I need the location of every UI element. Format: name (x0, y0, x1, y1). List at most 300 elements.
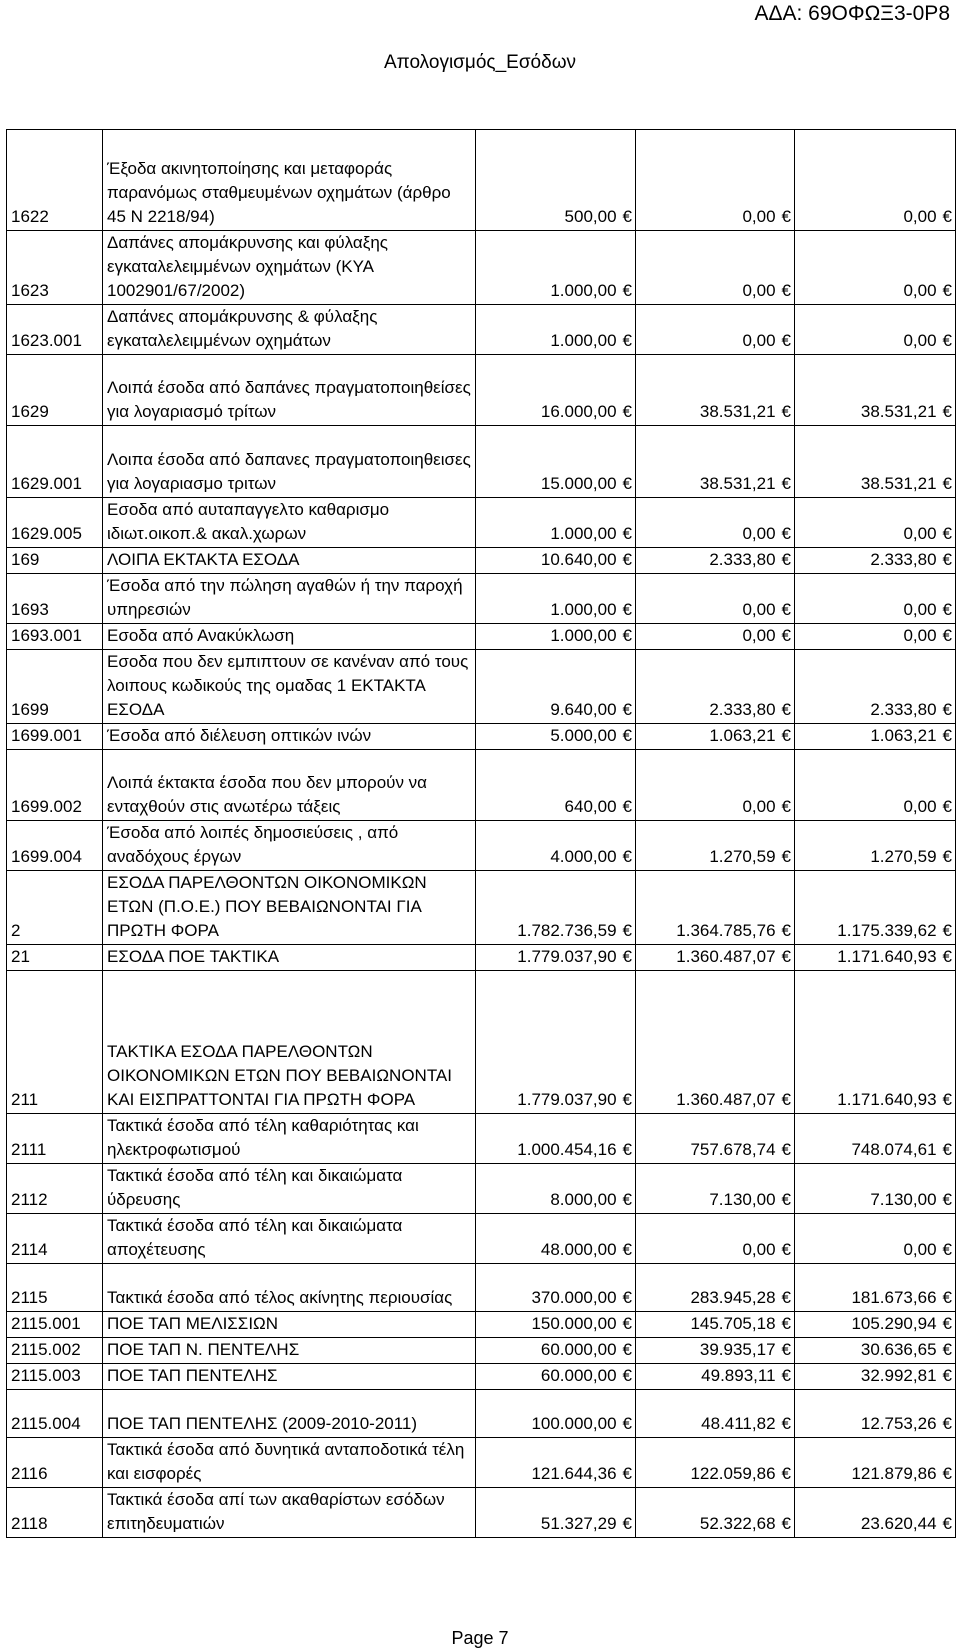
account-description: ΛΟΙΠΑ ΕΚΤΑΚΤΑ ΕΣΟΔΑ (103, 548, 476, 574)
amount-value: 39.935,17 (699, 1340, 776, 1359)
certified-amount (636, 574, 795, 624)
euro-symbol: € (942, 1288, 952, 1307)
amount-value: 757.678,74 (690, 1140, 776, 1159)
account-code: 1623 (7, 231, 103, 305)
revenue-table (6, 129, 956, 1538)
table-row (7, 1114, 956, 1164)
budgeted-amount (476, 1488, 636, 1538)
amount-value: 0,00 (742, 600, 776, 619)
euro-symbol: € (781, 1340, 791, 1359)
account-code: 2116 (7, 1438, 103, 1488)
certified-amount (636, 1114, 795, 1164)
euro-symbol: € (622, 947, 632, 966)
certified-amount (636, 1390, 795, 1438)
amount-value: 52.322,68 (699, 1514, 776, 1533)
euro-symbol: € (781, 600, 791, 619)
amount-value: 16.000,00 (540, 402, 617, 421)
account-description: Τακτικά έσοδα απί των ακαθαρίστων εσόδων επιτηδευματιών (103, 1488, 476, 1538)
account-code: 211 (7, 971, 103, 1114)
account-code: 2112 (7, 1164, 103, 1214)
euro-symbol: € (622, 402, 632, 421)
amount-value: 48.000,00 (540, 1240, 617, 1259)
budgeted-amount (476, 1364, 636, 1390)
amount-value: 1.782.736,59 (517, 921, 617, 940)
amount-value: 0,00 (903, 600, 937, 619)
account-code: 21 (7, 945, 103, 971)
amount-value: 1.779.037,90 (517, 1090, 617, 1109)
table-row (7, 231, 956, 305)
account-code: 1629.005 (7, 498, 103, 548)
euro-symbol: € (942, 1340, 952, 1359)
ada-reference: ΑΔΑ: 69ΟΦΩΞ3-0Ρ8 (754, 2, 950, 25)
account-description: Δαπάνες απομάκρυνσης και φύλαξης εγκαταλελειμμένων οχημάτων (ΚΥΑ 1002901/67/2002) (103, 231, 476, 305)
amount-value: 1.175.339,62 (837, 921, 937, 940)
table-row (7, 871, 956, 945)
amount-value: 23.620,44 (860, 1514, 937, 1533)
account-description: Έξοδα ακινητοποίησης και μεταφοράς παρανόμως σταθμευμένων οχημάτων (άρθρο 45 Ν 2218/94) (103, 130, 476, 231)
account-description: Έσοδα από διέλευση οπτικών ινών (103, 724, 476, 750)
account-description: ΠΟΕ ΤΑΠ ΠΕΝΤΕΛΗΣ (103, 1364, 476, 1390)
table-row (7, 130, 956, 231)
table-row (7, 624, 956, 650)
account-code: 1622 (7, 130, 103, 231)
amount-value: 32.992,81 (860, 1366, 937, 1385)
amount-value: 1.171.640,93 (837, 947, 937, 966)
collected-amount (795, 231, 956, 305)
table-row (7, 1264, 956, 1312)
account-description: ΠΟΕ ΤΑΠ Ν. ΠΕΝΤΕΛΗΣ (103, 1338, 476, 1364)
amount-value: 38.531,21 (860, 474, 937, 493)
euro-symbol: € (622, 1414, 632, 1433)
account-description: Τακτικά έσοδα από δυνητικά ανταποδοτικά τέλη και εισφορές (103, 1438, 476, 1488)
account-code: 2118 (7, 1488, 103, 1538)
euro-symbol: € (781, 1514, 791, 1533)
sheet-title: Απολογισμός_Εσόδων (383, 52, 577, 73)
amount-value: 0,00 (903, 524, 937, 543)
euro-symbol: € (781, 524, 791, 543)
amount-value: 500,00 (564, 207, 617, 226)
revenue-table-body (7, 130, 956, 1538)
certified-amount (636, 821, 795, 871)
euro-symbol: € (622, 1288, 632, 1307)
account-description: Τακτικά έσοδα από τέλη και δικαιώματα αποχέτευσης (103, 1214, 476, 1264)
table-row (7, 1164, 956, 1214)
amount-value: 0,00 (903, 331, 937, 350)
euro-symbol: € (942, 207, 952, 226)
amount-value: 4.000,00 (550, 847, 617, 866)
euro-symbol: € (781, 1464, 791, 1483)
collected-amount (795, 1164, 956, 1214)
amount-value: 1.000,00 (550, 626, 617, 645)
euro-symbol: € (942, 921, 952, 940)
collected-amount (795, 548, 956, 574)
amount-value: 1.360.487,07 (676, 947, 776, 966)
account-code: 1693 (7, 574, 103, 624)
account-description: Έσοδα από την πώληση αγαθών ή την παροχή υπηρεσιών (103, 574, 476, 624)
amount-value: 145.705,18 (690, 1314, 776, 1333)
amount-value: 640,00 (564, 797, 617, 816)
account-code: 1629 (7, 355, 103, 426)
amount-value: 1.000.454,16 (517, 1140, 617, 1159)
euro-symbol: € (622, 847, 632, 866)
euro-symbol: € (622, 1314, 632, 1333)
amount-value: 0,00 (903, 207, 937, 226)
budgeted-amount (476, 1338, 636, 1364)
amount-value: 1.000,00 (550, 600, 617, 619)
table-row (7, 1390, 956, 1438)
amount-value: 370.000,00 (531, 1288, 617, 1307)
amount-value: 9.640,00 (550, 700, 617, 719)
table-row (7, 650, 956, 724)
account-code: 1699 (7, 650, 103, 724)
amount-value: 1.360.487,07 (676, 1090, 776, 1109)
account-description: Δαπάνες απομάκρυνσης & φύλαξης εγκαταλελειμμένων οχημάτων (103, 305, 476, 355)
certified-amount (636, 750, 795, 821)
amount-value: 38.531,21 (860, 402, 937, 421)
collected-amount (795, 1390, 956, 1438)
certified-amount (636, 1438, 795, 1488)
account-description: ΕΣΟΔΑ ΠΟΕ ΤΑΚΤΙΚΑ (103, 945, 476, 971)
amount-value: 5.000,00 (550, 726, 617, 745)
table-row (7, 1338, 956, 1364)
account-description: Τακτικά έσοδα από τέλος ακίνητης περιουσίας (103, 1264, 476, 1312)
certified-amount (636, 1488, 795, 1538)
euro-symbol: € (942, 726, 952, 745)
amount-value: 2.333,80 (870, 550, 937, 569)
budgeted-amount (476, 1214, 636, 1264)
amount-value: 1.063,21 (870, 726, 937, 745)
certified-amount (636, 305, 795, 355)
euro-symbol: € (781, 700, 791, 719)
amount-value: 121.644,36 (531, 1464, 617, 1483)
euro-symbol: € (781, 207, 791, 226)
certified-amount (636, 1312, 795, 1338)
collected-amount (795, 945, 956, 971)
euro-symbol: € (942, 524, 952, 543)
account-code: 2115.003 (7, 1364, 103, 1390)
account-code: 1693.001 (7, 624, 103, 650)
amount-value: 0,00 (903, 281, 937, 300)
amount-value: 0,00 (742, 207, 776, 226)
euro-symbol: € (942, 1240, 952, 1259)
collected-amount (795, 750, 956, 821)
euro-symbol: € (942, 626, 952, 645)
account-description: ΠΟΕ ΤΑΠ ΠΕΝΤΕΛΗΣ (2009-2010-2011) (103, 1390, 476, 1438)
budgeted-amount (476, 1264, 636, 1312)
euro-symbol: € (942, 1090, 952, 1109)
budgeted-amount (476, 1438, 636, 1488)
euro-symbol: € (781, 947, 791, 966)
euro-symbol: € (622, 921, 632, 940)
euro-symbol: € (622, 1366, 632, 1385)
euro-symbol: € (781, 1366, 791, 1385)
amount-value: 1.270,59 (709, 847, 776, 866)
table-row (7, 305, 956, 355)
euro-symbol: € (781, 1314, 791, 1333)
certified-amount (636, 1264, 795, 1312)
budgeted-amount (476, 945, 636, 971)
euro-symbol: € (781, 1190, 791, 1209)
account-description: Εσοδα από Ανακύκλωση (103, 624, 476, 650)
amount-value: 15.000,00 (540, 474, 617, 493)
euro-symbol: € (622, 1514, 632, 1533)
table-row (7, 574, 956, 624)
table-row (7, 355, 956, 426)
collected-amount (795, 624, 956, 650)
amount-value: 2.333,80 (709, 550, 776, 569)
euro-symbol: € (781, 726, 791, 745)
certified-amount (636, 1214, 795, 1264)
collected-amount (795, 971, 956, 1114)
euro-symbol: € (781, 847, 791, 866)
amount-value: 49.893,11 (701, 1366, 776, 1385)
account-code: 1699.001 (7, 724, 103, 750)
collected-amount (795, 1488, 956, 1538)
amount-value: 2.333,80 (709, 700, 776, 719)
euro-symbol: € (622, 726, 632, 745)
table-row (7, 1488, 956, 1538)
budgeted-amount (476, 971, 636, 1114)
euro-symbol: € (942, 797, 952, 816)
budgeted-amount (476, 650, 636, 724)
table-row (7, 426, 956, 498)
certified-amount (636, 1364, 795, 1390)
certified-amount (636, 871, 795, 945)
collected-amount (795, 1312, 956, 1338)
euro-symbol: € (781, 626, 791, 645)
euro-symbol: € (942, 402, 952, 421)
budgeted-amount (476, 231, 636, 305)
certified-amount (636, 426, 795, 498)
account-code: 1623.001 (7, 305, 103, 355)
certified-amount (636, 1164, 795, 1214)
amount-value: 38.531,21 (699, 474, 776, 493)
euro-symbol: € (622, 626, 632, 645)
account-description: Τακτικά έσοδα από τέλη καθαριότητας και ηλεκτροφωτισμού (103, 1114, 476, 1164)
table-row (7, 1214, 956, 1264)
account-description: ΠΟΕ ΤΑΠ ΜΕΛΙΣΣΙΩΝ (103, 1312, 476, 1338)
collected-amount (795, 1114, 956, 1164)
collected-amount (795, 821, 956, 871)
account-description: Τακτικά έσοδα από τέλη και δικαιώματα ύδρευσης (103, 1164, 476, 1214)
table-row (7, 1364, 956, 1390)
amount-value: 1.000,00 (550, 331, 617, 350)
euro-symbol: € (781, 1288, 791, 1307)
amount-value: 181.673,66 (851, 1288, 937, 1307)
euro-symbol: € (781, 921, 791, 940)
euro-symbol: € (781, 474, 791, 493)
budgeted-amount (476, 574, 636, 624)
euro-symbol: € (622, 550, 632, 569)
euro-symbol: € (622, 281, 632, 300)
budgeted-amount (476, 305, 636, 355)
account-code: 2115.004 (7, 1390, 103, 1438)
collected-amount (795, 1438, 956, 1488)
amount-value: 10.640,00 (540, 550, 617, 569)
amount-value: 1.063,21 (709, 726, 776, 745)
euro-symbol: € (781, 1414, 791, 1433)
euro-symbol: € (622, 1340, 632, 1359)
budgeted-amount (476, 724, 636, 750)
collected-amount (795, 650, 956, 724)
amount-value: 30.636,65 (860, 1340, 937, 1359)
account-description: ΕΣΟΔΑ ΠΑΡΕΛΘΟΝΤΩΝ ΟΙΚΟΝΟΜΙΚΩΝ ΕΤΩΝ (Π.Ο.Ε.) ΠΟΥ ΒΕΒΑΙΩΝΟΝΤΑΙ ΓΙΑ ΠΡΩΤΗ ΦΟΡΑ (103, 871, 476, 945)
euro-symbol: € (622, 1240, 632, 1259)
amount-value: 0,00 (742, 331, 776, 350)
euro-symbol: € (622, 1090, 632, 1109)
euro-symbol: € (781, 797, 791, 816)
budgeted-amount (476, 498, 636, 548)
account-description: ΤΑΚΤΙΚΑ ΕΣΟΔΑ ΠΑΡΕΛΘΟΝΤΩΝ ΟΙΚΟΝΟΜΙΚΩΝ ΕΤΩΝ ΠΟΥ ΒΕΒΑΙΩΝΟΝΤΑΙ ΚΑΙ ΕΙΣΠΡΑΤΤΟΝΤΑΙ ΓΙΑ ΠΡΩΤΗ ΦΟΡΑ (103, 971, 476, 1114)
amount-value: 122.059,86 (690, 1464, 776, 1483)
euro-symbol: € (942, 600, 952, 619)
euro-symbol: € (942, 1314, 952, 1333)
collected-amount (795, 574, 956, 624)
certified-amount (636, 945, 795, 971)
certified-amount (636, 548, 795, 574)
collected-amount (795, 1364, 956, 1390)
budgeted-amount (476, 355, 636, 426)
amount-value: 0,00 (742, 797, 776, 816)
amount-value: 60.000,00 (540, 1366, 617, 1385)
certified-amount (636, 724, 795, 750)
euro-symbol: € (942, 1366, 952, 1385)
collected-amount (795, 355, 956, 426)
euro-symbol: € (942, 1190, 952, 1209)
amount-value: 1.171.640,93 (837, 1090, 937, 1109)
amount-value: 105.290,94 (851, 1314, 937, 1333)
certified-amount (636, 624, 795, 650)
account-code: 2114 (7, 1214, 103, 1264)
collected-amount (795, 498, 956, 548)
budgeted-amount (476, 130, 636, 231)
certified-amount (636, 498, 795, 548)
amount-value: 0,00 (903, 626, 937, 645)
amount-value: 51.327,29 (540, 1514, 617, 1533)
euro-symbol: € (781, 331, 791, 350)
amount-value: 1.364.785,76 (676, 921, 776, 940)
euro-symbol: € (622, 1140, 632, 1159)
table-row (7, 971, 956, 1114)
collected-amount (795, 130, 956, 231)
certified-amount (636, 650, 795, 724)
account-description: Εσοδα που δεν εμπιπτουν σε κανέναν από τους λοιπους κωδικούς της ομαδας 1 ΕΚΤΑΚΤΑ ΕΣΟΔΑ (103, 650, 476, 724)
account-code: 169 (7, 548, 103, 574)
euro-symbol: € (622, 524, 632, 543)
amount-value: 1.270,59 (870, 847, 937, 866)
collected-amount (795, 305, 956, 355)
table-row (7, 548, 956, 574)
amount-value: 0,00 (903, 797, 937, 816)
account-description: Λοιπα έσοδα από δαπανες πραγματοποιηθεισες για λογαριασμο τριτων (103, 426, 476, 498)
budgeted-amount (476, 1312, 636, 1338)
account-code: 1699.002 (7, 750, 103, 821)
certified-amount (636, 355, 795, 426)
budgeted-amount (476, 624, 636, 650)
collected-amount (795, 1338, 956, 1364)
euro-symbol: € (622, 331, 632, 350)
euro-symbol: € (622, 1190, 632, 1209)
euro-symbol: € (942, 1140, 952, 1159)
euro-symbol: € (942, 550, 952, 569)
account-code: 2115.002 (7, 1338, 103, 1364)
certified-amount (636, 130, 795, 231)
euro-symbol: € (942, 474, 952, 493)
account-description: Λοιπά έκτακτα έσοδα που δεν μπορούν να ενταχθούν στις ανωτέρω τάξεις (103, 750, 476, 821)
table-row (7, 724, 956, 750)
euro-symbol: € (781, 550, 791, 569)
budgeted-amount (476, 548, 636, 574)
amount-value: 121.879,86 (851, 1464, 937, 1483)
account-code: 1699.004 (7, 821, 103, 871)
budgeted-amount (476, 1114, 636, 1164)
euro-symbol: € (781, 1240, 791, 1259)
amount-value: 8.000,00 (550, 1190, 617, 1209)
amount-value: 1.000,00 (550, 281, 617, 300)
euro-symbol: € (942, 947, 952, 966)
account-description: Εσοδα από αυταπαγγελτο καθαρισμο ιδιωτ.οικοπ.& ακαλ.χωρων (103, 498, 476, 548)
euro-symbol: € (622, 600, 632, 619)
account-description: Έσοδα από λοιπές δημοσιεύσεις , από αναδόχους έργων (103, 821, 476, 871)
amount-value: 38.531,21 (699, 402, 776, 421)
table-row (7, 1312, 956, 1338)
euro-symbol: € (781, 1090, 791, 1109)
certified-amount (636, 231, 795, 305)
account-code: 2115.001 (7, 1312, 103, 1338)
certified-amount (636, 971, 795, 1114)
euro-symbol: € (942, 331, 952, 350)
budgeted-amount (476, 426, 636, 498)
certified-amount (636, 1338, 795, 1364)
euro-symbol: € (942, 1464, 952, 1483)
account-code: 2111 (7, 1114, 103, 1164)
table-row (7, 750, 956, 821)
euro-symbol: € (942, 700, 952, 719)
euro-symbol: € (942, 281, 952, 300)
budgeted-amount (476, 871, 636, 945)
amount-value: 1.000,00 (550, 524, 617, 543)
account-code: 2115 (7, 1264, 103, 1312)
amount-value: 2.333,80 (870, 700, 937, 719)
euro-symbol: € (781, 1140, 791, 1159)
euro-symbol: € (942, 1414, 952, 1433)
euro-symbol: € (781, 281, 791, 300)
amount-value: 1.779.037,90 (517, 947, 617, 966)
collected-amount (795, 871, 956, 945)
account-code: 1629.001 (7, 426, 103, 498)
page-number: Page 7 (451, 1628, 509, 1648)
budgeted-amount (476, 1390, 636, 1438)
table-row (7, 1438, 956, 1488)
euro-symbol: € (622, 1464, 632, 1483)
euro-symbol: € (781, 402, 791, 421)
amount-value: 0,00 (903, 1240, 937, 1259)
table-row (7, 498, 956, 548)
account-description: Λοιπά έσοδα από δαπάνες πραγματοποιηθείσες για λογαριασμό τρίτων (103, 355, 476, 426)
euro-symbol: € (622, 700, 632, 719)
euro-symbol: € (942, 1514, 952, 1533)
amount-value: 150.000,00 (531, 1314, 617, 1333)
account-code: 2 (7, 871, 103, 945)
amount-value: 60.000,00 (540, 1340, 617, 1359)
budgeted-amount (476, 750, 636, 821)
collected-amount (795, 426, 956, 498)
amount-value: 283.945,28 (690, 1288, 776, 1307)
amount-value: 7.130,00 (709, 1190, 776, 1209)
table-row (7, 821, 956, 871)
budgeted-amount (476, 821, 636, 871)
collected-amount (795, 1214, 956, 1264)
